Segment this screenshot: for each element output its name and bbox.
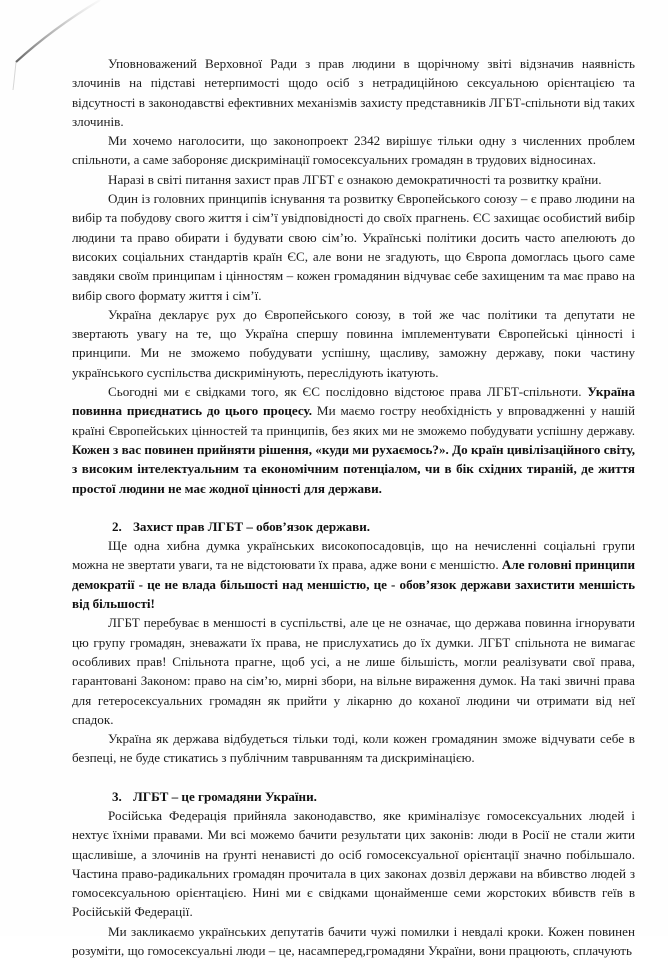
spacer bbox=[72, 768, 635, 787]
text-run: Ми закликаємо українських депутатів бачити чужі помилки і невдалі кроки. Кожен повинен розуміти, що гомосексуальні люди – це, насамперед,громадяни України, вони працюють, сплачують bbox=[72, 923, 635, 959]
text-run: Ще одна хибна думка українських високопосадовців, що на нечисленні соціальні групи можна не звертати уваги, та не відстоювати їх права, адже вони є меншістю. bbox=[72, 538, 635, 573]
paragraph bbox=[72, 382, 635, 498]
spacer bbox=[72, 498, 635, 517]
section-heading-2 bbox=[72, 517, 635, 536]
text-run: Один із головних принципів існування та розвитку Європейського союзу – є право людини на вибір та побудову свого життя і сім’ї увідповідності до своїх прагнень. ЄС захищає особистий вибір людини та право обирати і будувати свою сім’ю. Українські політики досить часто апелюють до високих соціальних стандартів країн ЄС, але вони не згадують, що Європа домоглась цього саме завдяки своїм принципам і цінностям – кожен громадянин відчуває себе захищеним та має право на вибір свого формату життя і сім’ї. bbox=[72, 191, 635, 303]
text-run: Наразі в світі питання захист прав ЛГБТ є ознакою демократичності та розвитку країни. bbox=[108, 171, 602, 187]
bold-text: Україна повинна приєднатись до цього процесу. bbox=[72, 384, 635, 419]
section-2 bbox=[72, 536, 635, 768]
paragraph bbox=[72, 922, 635, 960]
text-run: Ми хочемо наголосити, що законопроект 2342 вирішує тільки одну з численних проблем спільноти, а саме забороняє дискримінації гомосексуальних громадян в трудових відносинах. bbox=[72, 133, 635, 168]
section-title: ЛГБТ – це громадяни України. bbox=[133, 788, 317, 804]
text-run: Україна декларує рух до Європейського союзу, в той же час політики та депутати не звертають увагу на те, що Україна спершу повинна імплементувати Європейські цінності і принципи. Ми не зможемо побудувати успішну, щасливу, заможну державу, поки частину українського суспільства дискримінують, переслідують ікатують. bbox=[72, 306, 635, 380]
paragraph bbox=[72, 305, 635, 382]
text-run: Ми маємо гостру необхідність у впровадженні у нашій країні Європейських цінностей та принципів, без яких ми не зможемо побудувати успішну державу. bbox=[72, 403, 635, 438]
paragraph bbox=[72, 536, 635, 613]
section-3 bbox=[72, 806, 635, 960]
paragraph bbox=[72, 170, 635, 189]
text-run: Російська Федерація прийняла законодавство, яке криміналізує гомосексуальних людей і нехтує їхніми правами. Ми всі можемо бачити результати цих законів: люди в Росії не стали жити щасливіше, а злочинів на ґрунті ненависті до осіб гомосексуальної орієнтації значно побільшало. Частина право-радикальних громадян прочитала в цих законах дозвіл держави на вбивство людей з гомосексуальною орієнтацією. Нині ми є свідками щонайменше семи жорстоких вбивств геїв в Російській Федерації. bbox=[72, 807, 635, 920]
paragraph bbox=[72, 613, 635, 729]
section-heading-3 bbox=[72, 787, 635, 806]
paragraph bbox=[72, 806, 635, 922]
text-run: ЛГБТ перебуває в меншості в суспільстві, але це не означає, що держава повинна ігнорувати цю групу громадян, зневажати їх права, не прислухатись до їх думки. ЛГБТ спільнота не вимагає особливих прав! Спільнота прагне, щоб усі, а не лише більшість, могли реалізувати свої права, гарантовані Законом: право на сім’ю, мирні збори, на вільне вираження думок. На такі звичні права для гетеросексуальних громадян як прийти у лікарню до коханої людини чи отримати від неї спадок. bbox=[72, 615, 635, 727]
text-run: Сьогодні ми є свідками того, як ЄС послідовно відстоює права ЛГБТ-спільноти. bbox=[108, 384, 588, 400]
section-title: Захист прав ЛГБТ – обов’язок держави. bbox=[133, 518, 371, 534]
section-number: 2. bbox=[112, 518, 122, 534]
bold-text: Кожен з вас повинен прийняти рішення, «куди ми рухаємось?». До країн цивілізаційного світу, з високим інтелектуальним та економічним потенціалом, чи в бік східних тираній, де життя простої людини не має жодної цінності для держави. bbox=[72, 441, 635, 496]
section-1 bbox=[72, 54, 635, 498]
text-run: Україна як держава відбудеться тільки тоді, коли кожен громадянин зможе відчувати себе в безпеці, не буде стикатись з публічним таврuванням та дискримінацією. bbox=[72, 731, 635, 766]
text-run: Уповноважений Верховної Ради з прав людини в щорічному звіті відзначив наявність злочинів на підставі нетерпимості щодо осіб з нетрадиційною сексуальною орієнтацією та відсутності в законодавстві ефективних механізмів захисту представників ЛГБТ-спільноти від таких злочинів. bbox=[72, 56, 635, 129]
paragraph bbox=[72, 131, 635, 170]
paragraph bbox=[72, 54, 635, 131]
section-number: 3. bbox=[112, 788, 122, 804]
paragraph bbox=[72, 189, 635, 305]
paragraph bbox=[72, 729, 635, 768]
bold-text: Але головні принципи демократії - це не влада більшості над меншістю, це - обов’язок держави захистити меншість від більшості! bbox=[72, 557, 636, 612]
document-body bbox=[72, 54, 635, 960]
